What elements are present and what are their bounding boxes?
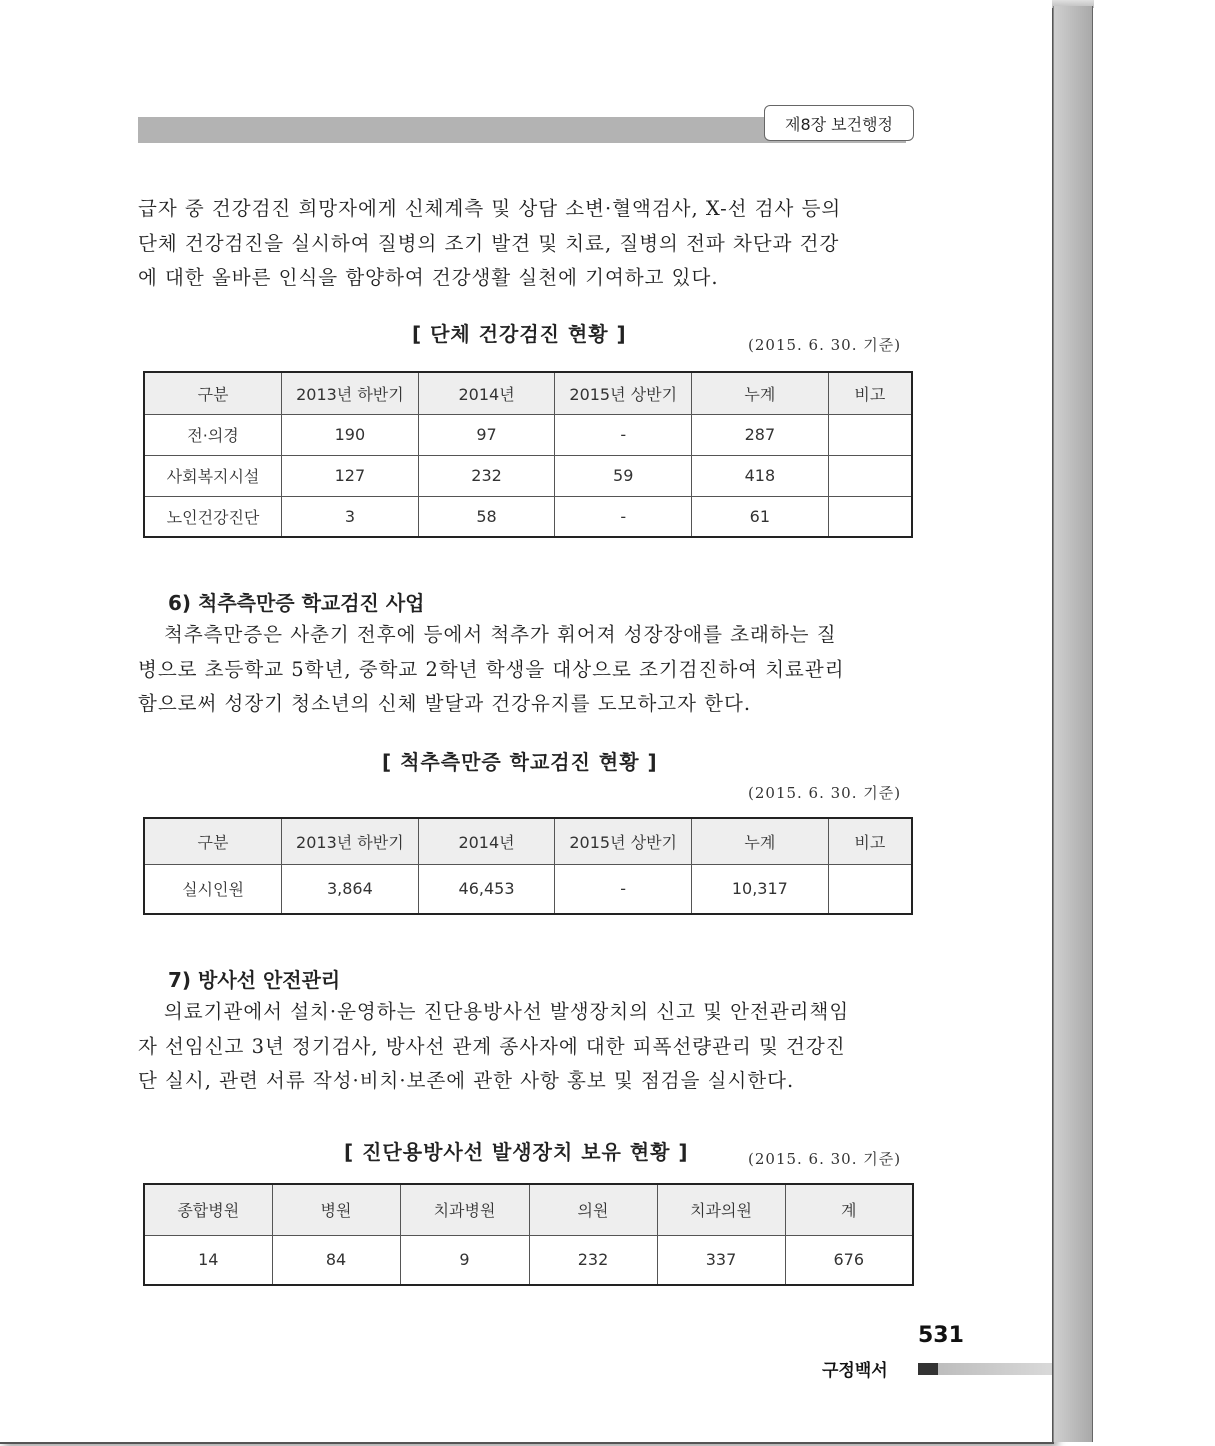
table2-title: [ 척추측만증 학교검진 현황 ] <box>382 750 658 774</box>
table3-basis: (2015. 6. 30. 기준) <box>748 1150 902 1168</box>
table3-header: 종합병원 <box>144 1184 272 1235</box>
table3-title: [ 진단용방사선 발생장치 보유 현황 ] <box>344 1140 689 1164</box>
table-cell: - <box>555 414 692 455</box>
table1-title: [ 단체 건강검진 현황 ] <box>412 322 627 346</box>
section6-paragraph <box>138 618 912 722</box>
table-row <box>144 1235 913 1285</box>
table-cell: 190 <box>282 414 419 455</box>
table1-header: 2013년 하반기 <box>282 372 419 414</box>
table2 <box>143 817 913 915</box>
table-cell: 58 <box>418 496 555 537</box>
table3-header: 의원 <box>529 1184 657 1235</box>
table-row <box>144 414 912 455</box>
table-cell: 418 <box>692 455 829 496</box>
intro-line-1: 급자 중 건강검진 희망자에게 신체계측 및 상담 소변·혈액검사, X-선 검사 등의 <box>138 197 842 220</box>
table3-header-row <box>144 1184 913 1235</box>
section7-line-3: 단 실시, 관련 서류 작성·비치·보존에 관한 사항 홍보 및 점검을 실시한다. <box>138 1069 795 1092</box>
table2-header: 2014년 <box>418 818 555 864</box>
table-cell: 676 <box>785 1235 913 1285</box>
table-cell: 9 <box>400 1235 529 1285</box>
table-cell: 59 <box>555 455 692 496</box>
section6-line-3: 함으로써 성장기 청소년의 신체 발달과 건강유지를 도모하고자 한다. <box>138 692 752 715</box>
table1 <box>143 371 913 538</box>
page-number: 531 <box>918 1323 964 1348</box>
table3-header: 치과의원 <box>657 1184 785 1235</box>
section6-line-1: 척추측만증은 사춘기 전후에 등에서 척추가 휘어져 성장장애를 초래하는 질 <box>164 623 837 646</box>
section6-line-2: 병으로 초등학교 5학년, 중학교 2학년 학생을 대상으로 조기검진하여 치료관리 <box>138 657 845 681</box>
section7-line-2: 자 선임신고 3년 정기검사, 방사선 관계 종사자에 대한 피폭선량관리 및 건강진 <box>138 1034 846 1058</box>
intro-paragraph <box>138 192 912 296</box>
table-cell: 232 <box>529 1235 657 1285</box>
section6-heading: 6) 척추측만증 학교검진 사업 <box>168 591 425 615</box>
table-cell <box>828 496 912 537</box>
table-row <box>144 455 912 496</box>
table-row <box>144 496 912 537</box>
section7-heading: 7) 방사선 안전관리 <box>168 968 341 992</box>
table-cell: 14 <box>144 1235 272 1285</box>
table2-basis: (2015. 6. 30. 기준) <box>748 784 902 802</box>
intro-line-2: 단체 건강검진을 실시하여 질병의 조기 발견 및 치료, 질병의 전파 차단과 건강 <box>138 231 840 255</box>
table-cell: 232 <box>418 455 555 496</box>
section7-line-1: 의료기관에서 설치·운영하는 진단용방사선 발생장치의 신고 및 안전관리책임 <box>164 1000 850 1023</box>
table-row <box>144 864 912 914</box>
table1-header: 비고 <box>828 372 912 414</box>
table3-header: 계 <box>785 1184 913 1235</box>
page-stack-edge <box>1053 6 1093 1442</box>
table3 <box>143 1183 914 1286</box>
table3-header: 병원 <box>272 1184 400 1235</box>
table2-header: 2015년 상반기 <box>555 818 692 864</box>
table-cell: 97 <box>418 414 555 455</box>
table1-header: 누계 <box>692 372 829 414</box>
table-cell: 46,453 <box>418 864 555 914</box>
chapter-tag: 제8장 보건행정 <box>764 105 914 141</box>
table-cell: 337 <box>657 1235 785 1285</box>
table1-header: 2015년 상반기 <box>555 372 692 414</box>
table2-header: 2013년 하반기 <box>282 818 419 864</box>
table1-header: 구분 <box>144 372 282 414</box>
footer-bar <box>938 1363 1052 1375</box>
table-cell: 61 <box>692 496 829 537</box>
intro-line-3: 에 대한 올바른 인식을 함양하여 건강생활 실천에 기여하고 있다. <box>138 266 719 289</box>
table-cell: 3,864 <box>282 864 419 914</box>
table1-basis: (2015. 6. 30. 기준) <box>748 336 902 354</box>
table2-header: 구분 <box>144 818 282 864</box>
table-cell <box>828 455 912 496</box>
table-cell: 127 <box>282 455 419 496</box>
table-cell: 노인건강진단 <box>144 496 282 537</box>
table-cell: - <box>555 864 692 914</box>
table-cell: 287 <box>692 414 829 455</box>
table-cell: - <box>555 496 692 537</box>
table-cell: 사회복지시설 <box>144 455 282 496</box>
table-cell <box>828 864 912 914</box>
table2-header: 비고 <box>828 818 912 864</box>
table-cell: 10,317 <box>692 864 829 914</box>
table2-header-row <box>144 818 912 864</box>
footer-book-title: 구정백서 <box>822 1361 888 1381</box>
table1-header: 2014년 <box>418 372 555 414</box>
table2-header: 누계 <box>692 818 829 864</box>
table1-header-row <box>144 372 912 414</box>
footer-marker <box>918 1363 938 1375</box>
table-cell: 3 <box>282 496 419 537</box>
table-cell: 전·의경 <box>144 414 282 455</box>
table3-header: 치과병원 <box>400 1184 529 1235</box>
section7-paragraph <box>138 995 912 1099</box>
table-cell <box>828 414 912 455</box>
table-cell: 실시인원 <box>144 864 282 914</box>
table-cell: 84 <box>272 1235 400 1285</box>
